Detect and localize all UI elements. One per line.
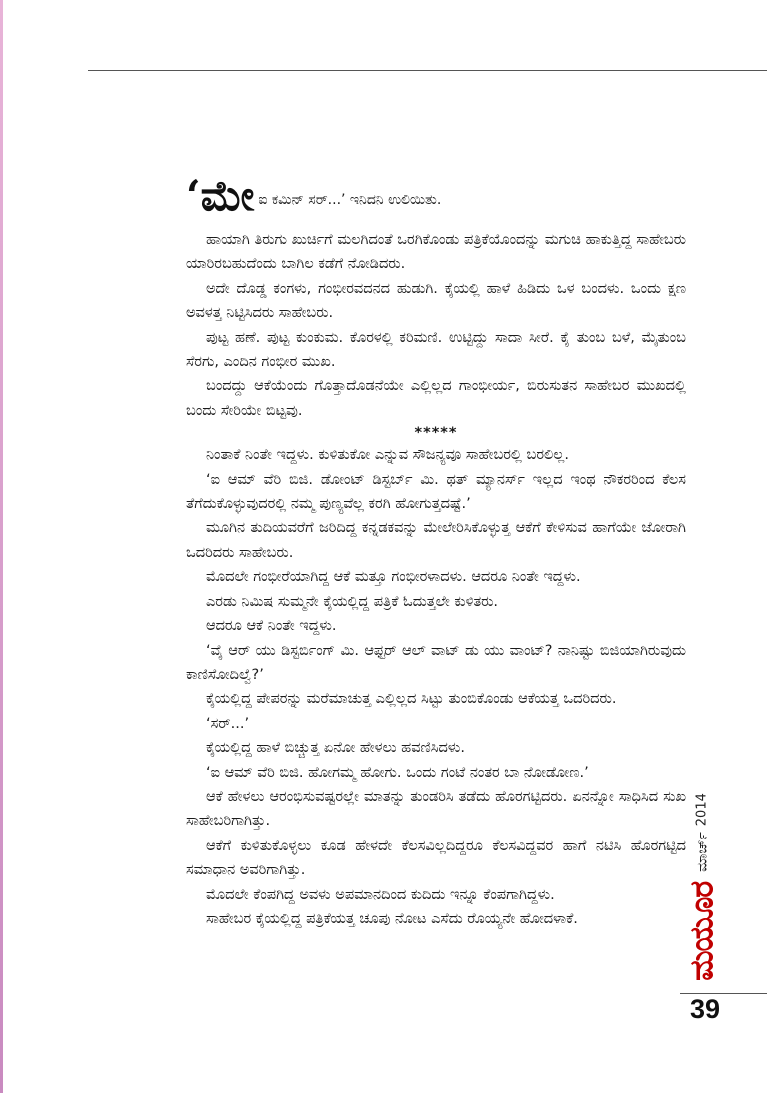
story-opening <box>186 168 441 218</box>
paragraph: ಸಾಹೇಬರ ಕೈಯಲ್ಲಿದ್ದ ಪತ್ರಿಕೆಯತ್ತ ಚೂಪು ನೋಟ ಎಸೆದು ರೊಯ್ಯನೇ ಹೋದಳಾಕೆ. <box>206 910 578 927</box>
paragraph: ಅದೇ ದೊಡ್ಡ ಕಂಗಳು, ಗಂಭೀರವದನದ ಹುಡುಗಿ. ಕೈಯಲ್ಲಿ ಹಾಳೆ ಹಿಡಿದು ಒಳ ಬಂದಳು. ಒಂದು ಕ್ಷಣ ಅವಳತ್ತ ನಿಟ್ಟಿಸಿದರು ಸಾಹೇಬರು. <box>186 280 686 322</box>
paragraph: ಎರಡು ನಿಮಿಷ ಸುಮ್ಮನೇ ಕೈಯಲ್ಲಿದ್ದ ಪತ್ರಿಕೆ ಓದುತ್ತಲೇ ಕುಳಿತರು. <box>206 593 499 610</box>
paragraph: ಆದರೂ ಆಕೆ ನಿಂತೇ ಇದ್ದಳು. <box>206 618 337 635</box>
header-rule <box>88 70 767 71</box>
issue-year: 2014 <box>694 793 710 827</box>
paragraph: ‘ಐ ಆಮ್ ವೆರಿ ಬಿಜಿ. ಡೋಂಟ್ ಡಿಸ್ಟರ್ಬ್ ಮಿ. ಥತ್ ಮ್ಯಾನರ್ಸ್ ಇಲ್ಲದ ಇಂಥ ನೌಕರರಿಂದ ಕೆಲಸ ತೆಗೆದುಕೊಳ್ಳುವುದರಲ್ಲಿ ನಮ್ಮ ಪುಣ್ಯವೆಲ್ಲ ಕರಗಿ ಹೋಗುತ್ತದಷ್ಟೆ.’ <box>186 471 686 513</box>
section-break: ***** <box>414 425 458 442</box>
opening-line: ಐ ಕಮಿನ್ ಸರ್...’ ಇನಿದನಿ ಉಲಿಯಿತು. <box>258 192 442 208</box>
paragraph: ಮೊದಲೇ ಗಂಭೀರೆಯಾಗಿದ್ದ ಆಕೆ ಮತ್ತೂ ಗಂಭೀರಳಾದಳು. ಆದರೂ ನಿಂತೇ ಇದ್ದಳು. <box>206 569 581 586</box>
paragraph: ಕೈಯಲ್ಲಿದ್ದ ಪೇಪರನ್ನು ಮರೆಮಾಚುತ್ತ ಎಲ್ಲಿಲ್ಲದ ಸಿಟ್ಟು ತುಂಬಿಕೊಂಡು ಆಕೆಯತ್ತ ಒದರಿದರು. <box>206 691 617 708</box>
page-number: 39 <box>690 994 721 1024</box>
paragraph: ‘ಐ ಆಮ್ ವೆರಿ ಬಿಜಿ. ಹೋಗಮ್ಮ ಹೋಗು. ಒಂದು ಗಂಟೆ ನಂತರ ಬಾ ನೋಡೋಣ.’ <box>206 764 589 781</box>
paragraph: ಮೂಗಿನ ತುದಿಯವರೆಗೆ ಜರಿದಿದ್ದ ಕನ್ನಡಕವನ್ನು ಮೇಲೇರಿಸಿಕೊಳ್ಳುತ್ತ ಆಕೆಗೆ ಕೇಳಿಸುವ ಹಾಗೆಯೇ ಜೋರಾಗಿ ಒದರಿದರು ಸಾಹೇಬರು. <box>186 520 686 561</box>
paragraph: ಕೈಯಲ್ಲಿದ್ದ ಹಾಳೆ ಬಿಚ್ಚುತ್ತ ಏನೋ ಹೇಳಲು ಹವಣಿಸಿದಳು. <box>206 740 465 757</box>
paragraph: ಬಂದದ್ದು ಆಕೆಯೆಂದು ಗೊತ್ತಾದೊಡನೆಯೇ ಎಲ್ಲಿಲ್ಲದ ಗಾಂಭೀರ್ಯ, ಬಿರುಸುತನ ಸಾಹೇಬರ ಮುಖದಲ್ಲಿ ಬಂದು ಸೇರಿಯೇ ಬಿಟ್ಟವು. <box>186 378 686 419</box>
issue-month: ಮಾರ್ಚ್ <box>694 832 710 872</box>
paragraph: ನಿಂತಾಕೆ ನಿಂತೇ ಇದ್ದಳು. ಕುಳಿತುಕೋ ಎನ್ನುವ ಸೌಜನ್ಯವೂ ಸಾಹೇಬರಲ್ಲಿ ಬರಲಿಲ್ಲ. <box>206 447 569 464</box>
magazine-logo: ಮಯೂರ <box>682 881 721 981</box>
paragraph: ಆಕೆಗೆ ಕುಳಿತುಕೊಳ್ಳಲು ಕೂಡ ಹೇಳದೇ ಕೆಲಸವಿಲ್ಲದಿದ್ದರೂ ಕೆಲಸವಿದ್ದವರ ಹಾಗೆ ನಟಿಸಿ ಹೊರಗಟ್ಟಿದ ಸಮಾಧಾನ ಅವರಿಗಾಗಿತ್ತು. <box>186 837 686 879</box>
paragraph: ‘ವೈ ಆರ್ ಯು ಡಿಸ್ಟರ್ಬಿಂಗ್ ಮಿ. ಆಫ್ಟರ್ ಆಲ್ ವಾಟ್ ಡು ಯು ವಾಂಟ್? ನಾನಿಷ್ಟು ಬಿಜಿಯಾಗಿರುವುದು ಕಾಣಿಸೋದಿಲ್ವೆ?’ <box>186 642 686 683</box>
paragraph: ಹಾಯಾಗಿ ತಿರುಗು ಖುರ್ಚಿಗೆ ಮಲಗಿದಂತೆ ಒರಗಿಕೊಂಡು ಪತ್ರಿಕೆಯೊಂದನ್ನು ಮಗುಚಿ ಹಾಕುತ್ತಿದ್ದ ಸಾಹೇಬರು ಯಾರಿರಬಹುದೆಂದು ಬಾಗಿಲ ಕಡೆಗೆ ನೋಡಿದರು. <box>186 232 686 273</box>
drop-cap: ‘ಮೇ <box>186 171 255 220</box>
article-body <box>186 228 686 931</box>
page-edge-strip <box>0 0 3 1093</box>
paragraph: ಆಕೆ ಹೇಳಲು ಆರಂಭಿಸುವಷ್ಟರಲ್ಲೇ ಮಾತನ್ನು ತುಂಡರಿಸಿ ತಡೆದು ಹೊರಗಟ್ಟಿದರು. ಏನನ್ನೋ ಸಾಧಿಸಿದ ಸುಖ ಸಾಹೇಬರಿಗಾಗಿತ್ತು. <box>186 788 686 830</box>
paragraph: ಪುಟ್ಟ ಹಣೆ. ಪುಟ್ಟ ಕುಂಕುಮ. ಕೊರಳಲ್ಲಿ ಕರಿಮಣಿ. ಉಟ್ಟಿದ್ದು ಸಾದಾ ಸೀರೆ. ಕೈ ತುಂಬ ಬಳೆ, ಮೈತುಂಬ ಸೆರಗು, ಎಂದಿನ ಗಂಭೀರ ಮುಖ. <box>186 329 686 371</box>
magazine-side-label <box>682 792 721 982</box>
paragraph: ‘ಸರ್...’ <box>206 715 250 732</box>
paragraph: ಮೊದಲೇ ಕೆಂಪಗಿದ್ದ ಅವಳು ಅಪಮಾನದಿಂದ ಕುದಿದು ಇನ್ನೂ ಕೆಂಪಗಾಗಿದ್ದಳು. <box>206 886 555 903</box>
